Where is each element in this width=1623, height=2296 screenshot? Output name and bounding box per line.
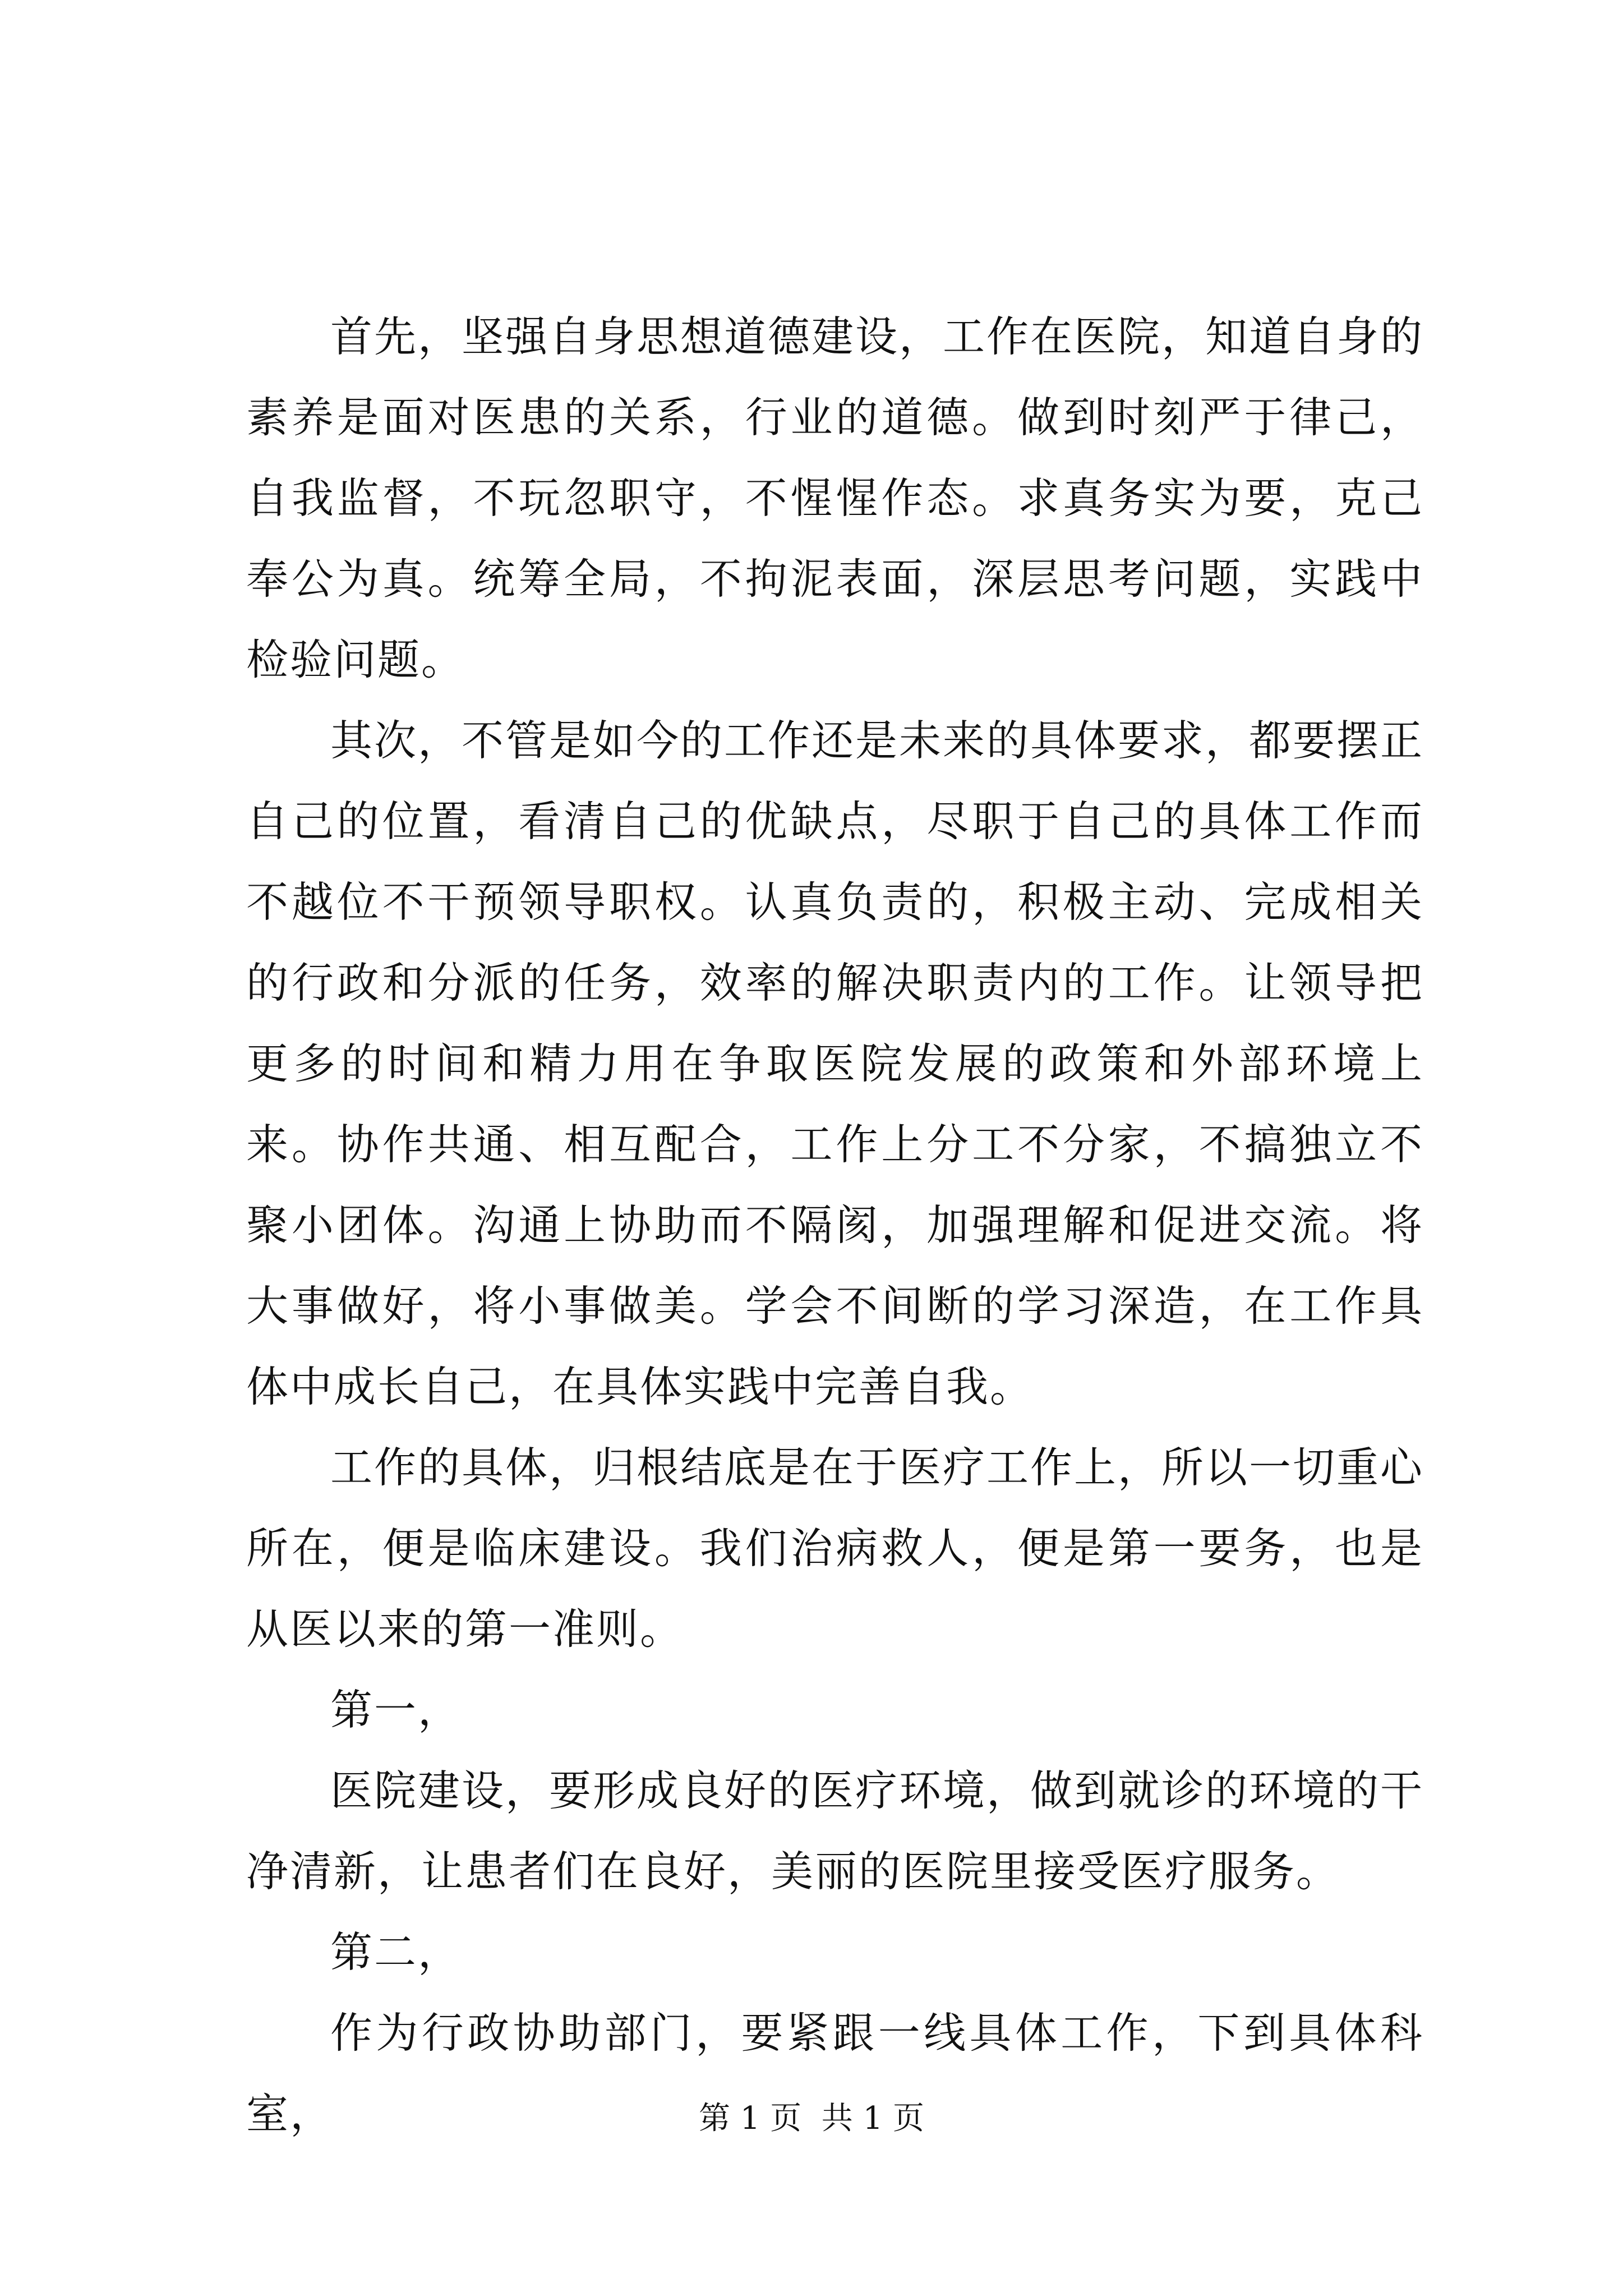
paragraph-3: 工作的具体，归根结底是在于医疗工作上，所以一切重心所在，便是临床建设。我们治病救人，便是第一要务，也是从医以来的第一准则。 [246,1443,1424,1654]
paragraph-6: 第二， [330,1927,462,1977]
paragraph-5: 医院建设，要形成良好的医疗环境，做到就诊的环境的干净清新，让患者们在良好，美丽的医院里接受医疗服务。 [246,1766,1424,1896]
paragraph-2: 其次，不管是如今的工作还是未来的具体要求，都要摆正自己的位置，看清自己的优缺点，尽职于自己的具体工作而不越位不干预领导职权。认真负责的，积极主动、完成相关的行政和分派的任务，效率的解决职责内的工作。让领导把更多的时间和精力用在争取医院发展的政策和外部环境上来。协作共通、相互配合，工作上分工不分家，不搞独立不聚小团体。沟通上协助而不隔阂，加强理解和促进交流。将大事做好，将小事做美。学会不间断的学习深造，在工作具体中成长自己，在具体实践中完善自我。 [246,716,1424,1411]
page-footer [0,2099,1623,2138]
paragraph-4: 第一， [330,1685,462,1734]
paragraph-7: 作为行政协助部门，要紧跟一线具体工作，下到具体科室， [246,2008,1424,2138]
document-body [246,296,1424,2154]
page-number-label: 第 1 页 共 1 页 [698,2100,925,2137]
paragraph-1: 首先，坚强自身思想道德建设，工作在医院，知道自身的素养是面对医患的关系，行业的道德。做到时刻严于律己，自我监督，不玩忽职守，不惺惺作态。求真务实为要，克己奉公为真。统筹全局，不拘泥表面，深层思考问题，实践中检验问题。 [246,312,1424,684]
